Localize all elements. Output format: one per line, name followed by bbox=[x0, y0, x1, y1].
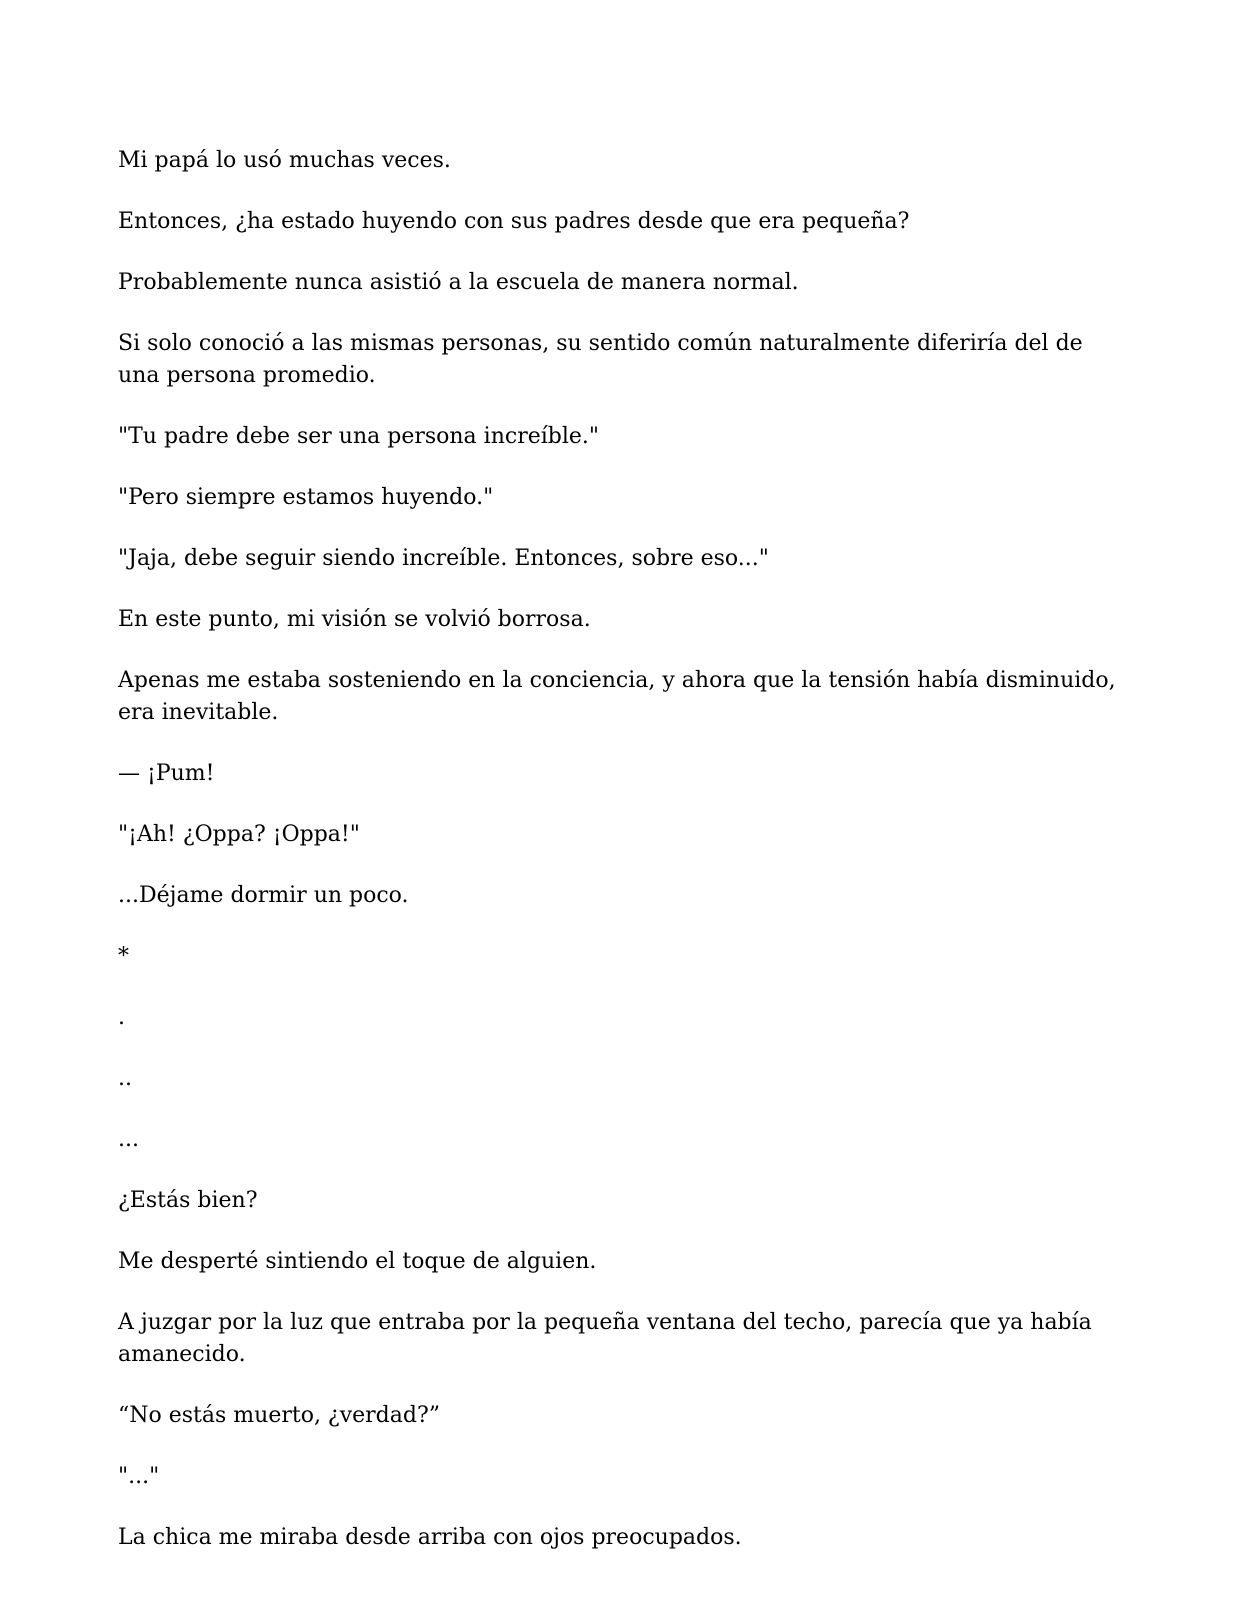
paragraph: A juzgar por la luz que entraba por la pequeña ventana del techo, parecía que ya había amanecido. bbox=[118, 1310, 1092, 1367]
paragraph: Probablemente nunca asistió a la escuela de manera normal. bbox=[118, 270, 799, 295]
paragraph: — ¡Pum! bbox=[118, 761, 215, 786]
paragraph: Si solo conoció a las mismas personas, su sentido común naturalmente diferiría del de una persona promedio. bbox=[118, 331, 1083, 388]
ellipsis-line: . bbox=[118, 1005, 125, 1030]
scene-break: * bbox=[118, 944, 129, 969]
paragraph: "Tu padre debe ser una persona increíble." bbox=[118, 424, 600, 449]
ellipsis-line: ... bbox=[118, 1127, 139, 1152]
ellipsis-line: .. bbox=[118, 1066, 132, 1091]
paragraph: En este punto, mi visión se volvió borrosa. bbox=[118, 607, 591, 632]
paragraph: Entonces, ¿ha estado huyendo con sus padres desde que era pequeña? bbox=[118, 209, 910, 234]
paragraph: ¿Estás bien? bbox=[118, 1188, 258, 1213]
paragraph: "..." bbox=[118, 1464, 160, 1489]
paragraph: Me desperté sintiendo el toque de alguien. bbox=[118, 1249, 597, 1274]
paragraph: “No estás muerto, ¿verdad?” bbox=[118, 1403, 441, 1428]
paragraph: Mi papá lo usó muchas veces. bbox=[118, 148, 451, 173]
document-body bbox=[118, 145, 1130, 1583]
paragraph: "Pero siempre estamos huyendo." bbox=[118, 485, 494, 510]
paragraph: "¡Ah! ¿Oppa? ¡Oppa!" bbox=[118, 822, 360, 847]
paragraph: ...Déjame dormir un poco. bbox=[118, 883, 409, 908]
paragraph: La chica me miraba desde arriba con ojos preocupados. bbox=[118, 1525, 742, 1550]
paragraph: "Jaja, debe seguir siendo increíble. Entonces, sobre eso..." bbox=[118, 546, 769, 571]
paragraph: Apenas me estaba sosteniendo en la conciencia, y ahora que la tensión había disminuido, era inevitable. bbox=[118, 668, 1116, 725]
